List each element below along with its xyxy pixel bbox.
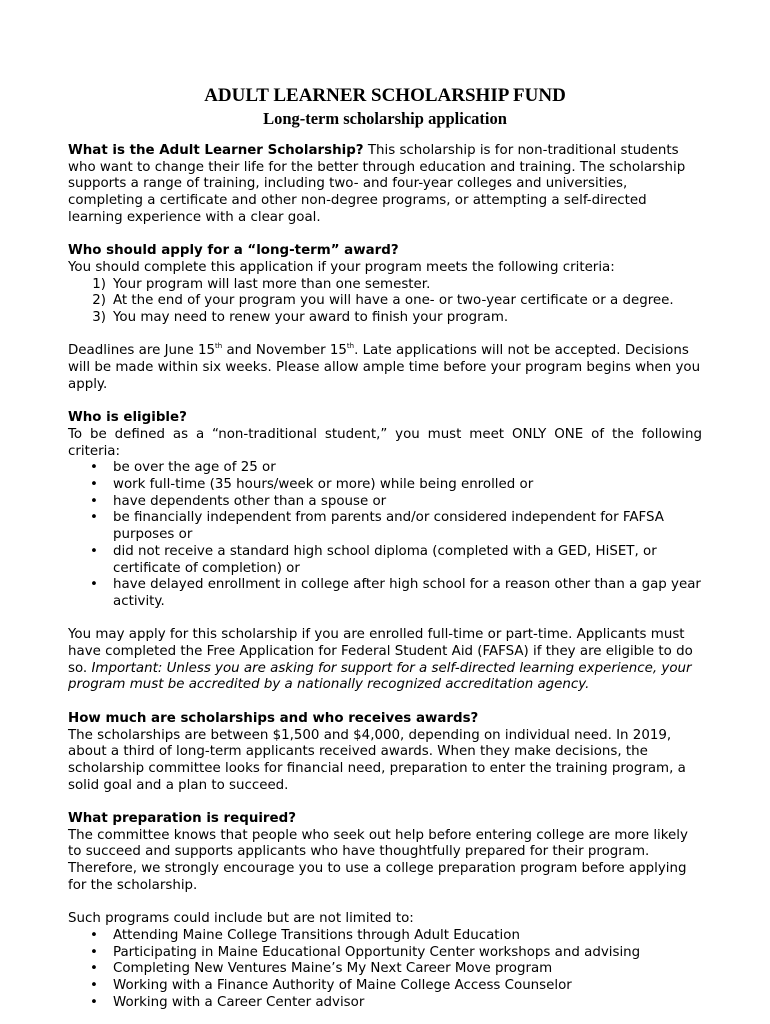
paragraph-eligible-intro: To be defined as a “non-traditional student,” you must meet ONLY ONE of the following criteria: bbox=[68, 426, 702, 459]
list-item bbox=[68, 995, 702, 1012]
heading-preparation: What preparation is required? bbox=[68, 811, 296, 827]
bullet-icon: • bbox=[90, 961, 98, 977]
list-item bbox=[68, 510, 702, 543]
paragraph-preparation: The committee knows that people who seek out help before entering college are more likely to succeed and supports applicants who have thoughtfully prepared for their program. Therefore, we strongly encourage you to use a college preparation program before applying for the scholarship. bbox=[68, 827, 688, 893]
list-item bbox=[68, 961, 702, 978]
list-item-text: work full-time (35 hours/week or more) while being enrolled or bbox=[113, 477, 534, 493]
list-item-text: Your program will last more than one semester. bbox=[113, 276, 431, 292]
document-subtitle: Long-term scholarship application bbox=[263, 109, 507, 128]
section-preparation bbox=[68, 811, 702, 895]
heading-who-is-eligible: Who is eligible? bbox=[68, 410, 187, 426]
list-number: 2) bbox=[92, 293, 106, 309]
list-item-text: did not receive a standard high school diploma (completed with a GED, HiSET, or certificate of completion) or bbox=[113, 543, 657, 576]
ordinal-suffix: th bbox=[215, 342, 223, 351]
bullet-icon: • bbox=[90, 927, 98, 943]
deadline-text: and November 15 bbox=[222, 343, 347, 359]
section-what bbox=[68, 143, 702, 227]
criteria-list bbox=[68, 277, 702, 327]
bullet-icon: • bbox=[90, 543, 98, 559]
list-item bbox=[68, 978, 702, 995]
document-title: ADULT LEARNER SCHOLARSHIP FUND bbox=[204, 85, 566, 106]
list-item bbox=[68, 544, 702, 577]
list-item bbox=[68, 477, 702, 494]
enrollment-text: You may apply for this scholarship if you are enrolled full-time or part-time. Applicants must have completed the Free Application for Federal Student Aid (FAFSA) if they are eligible to do so. bbox=[68, 627, 693, 676]
list-item-text: Working with a Finance Authority of Maine College Access Counselor bbox=[113, 978, 572, 994]
paragraph-enrollment bbox=[68, 627, 702, 694]
list-item-text: have delayed enrollment in college after high school for a reason other than a gap year activity. bbox=[113, 577, 701, 609]
section-who-should-apply bbox=[68, 243, 702, 327]
list-item-text: Completing New Ventures Maine’s My Next Career Move program bbox=[113, 961, 553, 977]
list-item-text: At the end of your program you will have a one- or two-year certificate or a degree. bbox=[113, 293, 674, 309]
bullet-icon: • bbox=[90, 510, 98, 526]
bullet-icon: • bbox=[90, 978, 98, 994]
list-item-text: Participating in Maine Educational Opportunity Center workshops and advising bbox=[113, 944, 641, 960]
list-item-text: have dependents other than a spouse or bbox=[113, 493, 387, 509]
important-note: Important: Unless you are asking for support for a self-directed learning experience, your program must be accredited by a nationally recognized accreditation agency. bbox=[68, 660, 692, 693]
list-item-text: be financially independent from parents and/or considered independent for FAFSA purposes or bbox=[113, 510, 664, 543]
list-item bbox=[68, 293, 702, 310]
paragraph-criteria-intro: You should complete this application if your program meets the following criteria: bbox=[68, 259, 615, 275]
list-item-text: You may need to renew your award to finish your program. bbox=[113, 310, 509, 326]
paragraph-deadlines bbox=[68, 343, 702, 393]
deadline-text: . Late applications will not be accepted. Decisions will be made within six weeks. Please allow ample time before your program begins when you apply. bbox=[68, 343, 701, 392]
programs-list bbox=[68, 928, 702, 1012]
paragraph-how-much: The scholarships are between $1,500 and $4,000, depending on individual need. In 2019, about a third of long-term applicants received awards. When they make decisions, the scholarship committee looks for financial need, preparation to enter the training program, a solid goal and a plan to succeed. bbox=[68, 727, 686, 793]
deadline-text: Deadlines are June 15 bbox=[68, 343, 216, 359]
bullet-icon: • bbox=[90, 994, 98, 1010]
eligibility-list bbox=[68, 460, 702, 610]
heading-who-should-apply: Who should apply for a “long-term” award? bbox=[68, 243, 399, 259]
list-item bbox=[68, 310, 702, 327]
list-item-text: Attending Maine College Transitions through Adult Education bbox=[113, 927, 520, 943]
ordinal-suffix: th bbox=[346, 342, 355, 351]
bullet-icon: • bbox=[90, 493, 98, 509]
section-programs bbox=[68, 911, 702, 1011]
list-item-text: Working with a Career Center advisor bbox=[113, 994, 365, 1010]
section-how-much bbox=[68, 711, 702, 795]
list-item bbox=[68, 277, 702, 294]
list-number: 1) bbox=[92, 276, 106, 292]
list-item bbox=[68, 460, 702, 477]
paragraph-programs-intro: Such programs could include but are not limited to: bbox=[68, 911, 414, 927]
heading-what: What is the Adult Learner Scholarship? bbox=[68, 143, 364, 158]
bullet-icon: • bbox=[90, 477, 98, 493]
list-item bbox=[68, 945, 702, 962]
bullet-icon: • bbox=[90, 577, 98, 593]
list-item bbox=[68, 928, 702, 945]
list-item bbox=[68, 577, 702, 610]
bullet-icon: • bbox=[90, 944, 98, 960]
heading-how-much: How much are scholarships and who receives awards? bbox=[68, 710, 479, 726]
bullet-icon: • bbox=[90, 460, 98, 476]
list-item-text: be over the age of 25 or bbox=[113, 460, 276, 476]
paragraph-what: This scholarship is for non-traditional students who want to change their life for the better through education and training. The scholarship supports a range of training, including two- and four-year colleges and universities, completing a certificate and other non-degree programs, or attempting a self-directed learning experience with a clear goal. bbox=[68, 143, 686, 225]
document-content bbox=[68, 84, 702, 1011]
list-number: 3) bbox=[92, 310, 106, 326]
list-item bbox=[68, 494, 702, 511]
section-who-is-eligible bbox=[68, 410, 702, 610]
